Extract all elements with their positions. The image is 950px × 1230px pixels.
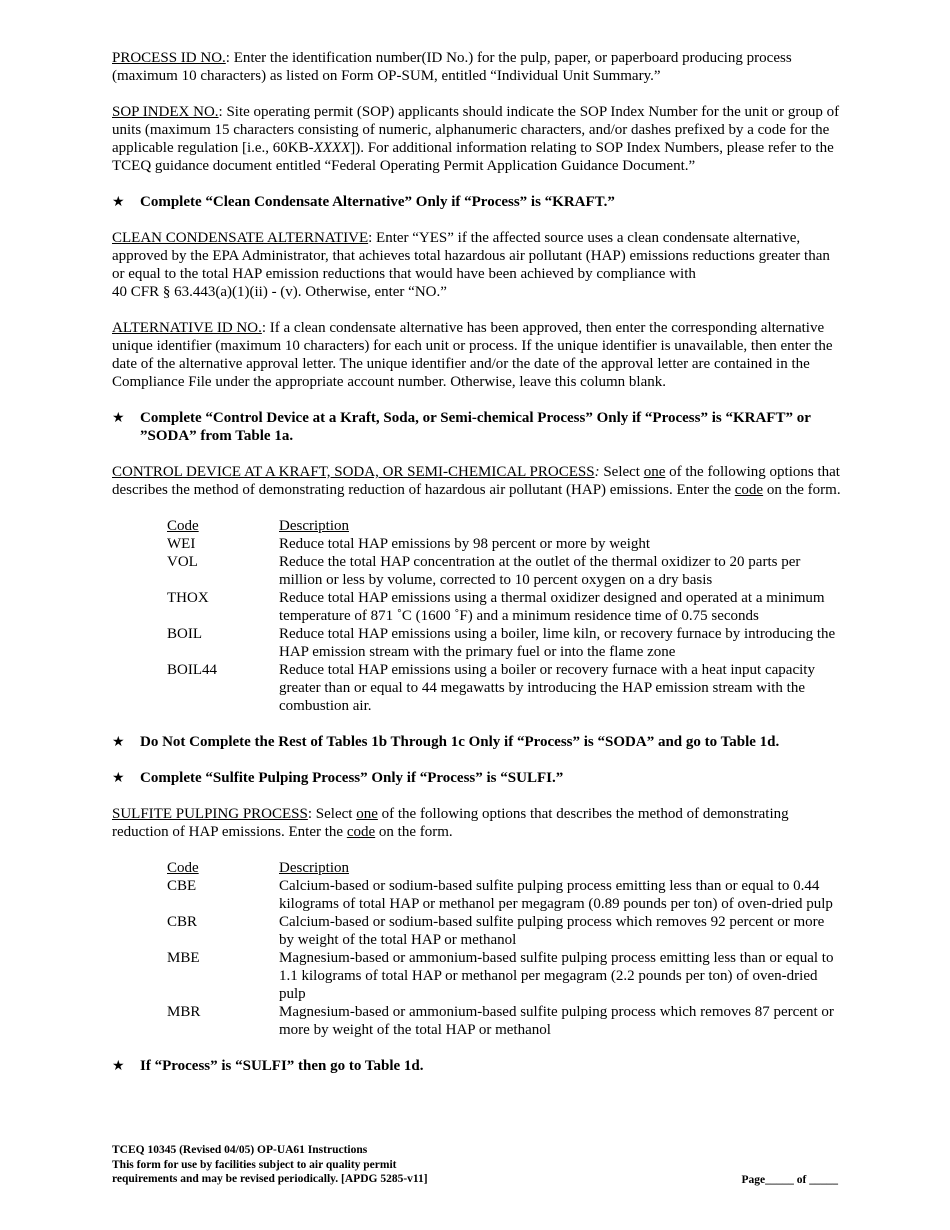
star-icon: ★ <box>112 410 125 426</box>
footer-note-line2: requirements and may be revised periodically. [APDG 5285-v11] <box>112 1173 428 1185</box>
code-cell: WEI <box>167 536 196 552</box>
sulfite-text-1: : Select <box>307 806 357 822</box>
description-cell: Calcium-based or sodium-based sulfite pulping process which removes 92 percent or more by weight of the total HAP or methanol <box>279 914 825 948</box>
table-row <box>167 553 839 589</box>
process-id-paragraph <box>112 49 842 85</box>
sulfite-term: SULFITE PULPING PROCESS <box>112 806 308 822</box>
star-icon: ★ <box>112 734 125 750</box>
clean-condensate-text: : Enter “YES” if the affected source uses a clean condensate alternative, approved by the EPA Administrator, that achieves total hazardous air pollutant (HAP) emissions reductions greater than or equal to the total HAP emission reductions that would have been achieved by compliance with <box>112 230 830 282</box>
description-cell: Reduce total HAP emissions by 98 percent or more by weight <box>279 536 651 552</box>
control-device-text-3: on the form. <box>763 482 841 498</box>
table-row <box>167 913 839 949</box>
table-row <box>167 535 839 553</box>
sop-index-placeholder: XXXX <box>313 140 351 156</box>
sulfite-text-2: of the following options that describes the method of demonstrating reduction of HAP emissions. Enter the <box>112 806 789 840</box>
star-note-sulfite <box>112 769 842 787</box>
star-note-soda <box>112 733 842 751</box>
description-cell: Reduce total HAP emissions using a boiler or recovery furnace with a heat input capacity greater than or equal to 44 megawatts by introducing the HAP emission stream with the combustion air. <box>279 662 815 714</box>
star-note-text: Do Not Complete the Rest of Tables 1b Through 1c Only if “Process” is “SODA” and go to Table 1d. <box>140 734 780 750</box>
star-icon: ★ <box>112 1058 125 1074</box>
code-cell: CBR <box>167 914 198 930</box>
description-cell: Calcium-based or sodium-based sulfite pulping process emitting less than or equal to 0.44 kilograms of total HAP or methanol per megagram (0.89 pounds per ton) of oven-dried pulp <box>279 878 833 912</box>
alternative-id-paragraph <box>112 319 842 391</box>
table-row <box>167 877 839 913</box>
page-footer <box>112 1143 842 1187</box>
sulfite-text-3: on the form. <box>375 824 453 840</box>
sop-index-text-before: : Site operating permit (SOP) applicants should indicate the SOP Index Number for the unit or group of units (maximum 15 characters consisting of numeric, alphanumeric characters, and/or dashes prefixed by a code for the applicable regulation [i.e., 60KB- <box>112 104 840 156</box>
description-cell: Reduce total HAP emissions using a boiler, lime kiln, or recovery furnace by introducing the HAP emission stream with the primary fuel or into the flame zone <box>279 626 836 660</box>
description-cell: Magnesium-based or ammonium-based sulfite pulping process which removes 87 percent or more by weight of the total HAP or methanol <box>279 1004 834 1038</box>
clean-condensate-text-line2: 40 CFR § 63.443(a)(1)(ii) - (v). Otherwise, enter “NO.” <box>112 284 447 300</box>
alternative-id-text: : If a clean condensate alternative has been approved, then enter the corresponding alternative unique identifier (maximum 10 characters) for each unit or process. If the unique identifier is unavailable, then enter the date of the alternative approval letter. The unique identifier and/or the date of the approval letter are contained in the Compliance File under the appropriate account number. Otherwise, leave this column blank. <box>112 320 833 390</box>
star-icon: ★ <box>112 770 125 786</box>
code-cell: MBE <box>167 950 200 966</box>
code-cell: THOX <box>167 590 209 606</box>
sop-index-text-after: ]). For additional information relating to SOP Index Numbers, please refer to the TCEQ guidance document entitled “Federal Operating Permit Application Guidance Document.” <box>112 140 834 174</box>
control-device-code-table <box>167 517 839 715</box>
star-note-control-device <box>112 409 842 445</box>
code-column-header: Code <box>167 860 199 876</box>
process-id-text: : Enter the identification number(ID No.) for the pulp, paper, or paperboard producing process (maximum 10 characters) as listed on Form OP-SUM, entitled “Individual Unit Summary.” <box>112 50 792 84</box>
footer-form-id: TCEQ 10345 (Revised 04/05) OP-UA61 Instructions <box>112 1144 368 1156</box>
sop-index-term: SOP INDEX NO. <box>112 104 219 120</box>
description-cell: Reduce the total HAP concentration at the outlet of the thermal oxidizer to 20 parts per million or less by volume, corrected to 10 percent oxygen on a dry basis <box>279 554 801 588</box>
code-column-header: Code <box>167 518 199 534</box>
star-note-text: If “Process” is “SULFI” then go to Table 1d. <box>140 1058 424 1074</box>
description-cell: Reduce total HAP emissions using a thermal oxidizer designed and operated at a minimum temperature of 871 ˚C (1600 ˚F) and a minimum residence time of 0.75 seconds <box>279 590 825 624</box>
control-device-term: CONTROL DEVICE AT A KRAFT, SODA, OR SEMI-CHEMICAL PROCESS <box>112 464 595 480</box>
star-note-text: Complete “Sulfite Pulping Process” Only if “Process” is “SULFI.” <box>140 770 564 786</box>
star-note-clean-condensate <box>112 193 842 211</box>
clean-condensate-term: CLEAN CONDENSATE ALTERNATIVE <box>112 230 369 246</box>
one-emphasis: one <box>356 806 378 822</box>
table-header-row <box>167 517 839 535</box>
table-row <box>167 661 839 715</box>
star-icon: ★ <box>112 194 125 210</box>
control-device-paragraph <box>112 463 842 499</box>
description-column-header: Description <box>279 860 349 876</box>
instructions-page <box>112 49 842 1093</box>
description-cell: Magnesium-based or ammonium-based sulfite pulping process emitting less than or equal to 1.1 kilograms of total HAP or methanol per megagram (2.2 pounds per ton) of oven-dried pulp <box>279 950 834 1002</box>
process-id-term: PROCESS ID NO. <box>112 50 226 66</box>
control-device-text-1: Select <box>599 464 644 480</box>
control-device-text-2: of the following options that describes the method of demonstrating reduction of hazardous air pollutant (HAP) emissions. Enter the <box>112 464 840 498</box>
one-emphasis: one <box>643 464 666 480</box>
table-row <box>167 589 839 625</box>
code-cell: BOIL <box>167 626 202 642</box>
star-note-text: Complete “Clean Condensate Alternative” Only if “Process” is “KRAFT.” <box>140 194 615 210</box>
clean-condensate-paragraph <box>112 229 842 301</box>
sop-index-paragraph <box>112 103 842 175</box>
star-note-text: Complete “Control Device at a Kraft, Soda, or Semi-chemical Process” Only if “Process” is “KRAFT” or ”SODA” from Table 1a. <box>140 410 811 444</box>
table-row <box>167 1003 839 1039</box>
page-number: Page_____ of _____ <box>741 1174 838 1186</box>
table-row <box>167 949 839 1003</box>
code-emphasis: code <box>734 482 764 498</box>
footer-note-line1: This form for use by facilities subject to air quality permit <box>112 1158 397 1171</box>
table-row <box>167 625 839 661</box>
code-cell: CBE <box>167 878 197 894</box>
alternative-id-term: ALTERNATIVE ID NO. <box>112 320 262 336</box>
code-emphasis: code <box>346 824 376 840</box>
code-cell: BOIL44 <box>167 662 217 678</box>
star-note-sulfi-goto <box>112 1057 842 1075</box>
sulfite-code-table <box>167 859 839 1039</box>
code-cell: MBR <box>167 1004 201 1020</box>
sulfite-paragraph <box>112 805 842 841</box>
description-column-header: Description <box>279 518 349 534</box>
table-header-row <box>167 859 839 877</box>
code-cell: VOL <box>167 554 198 570</box>
control-device-colon: : <box>594 464 600 480</box>
